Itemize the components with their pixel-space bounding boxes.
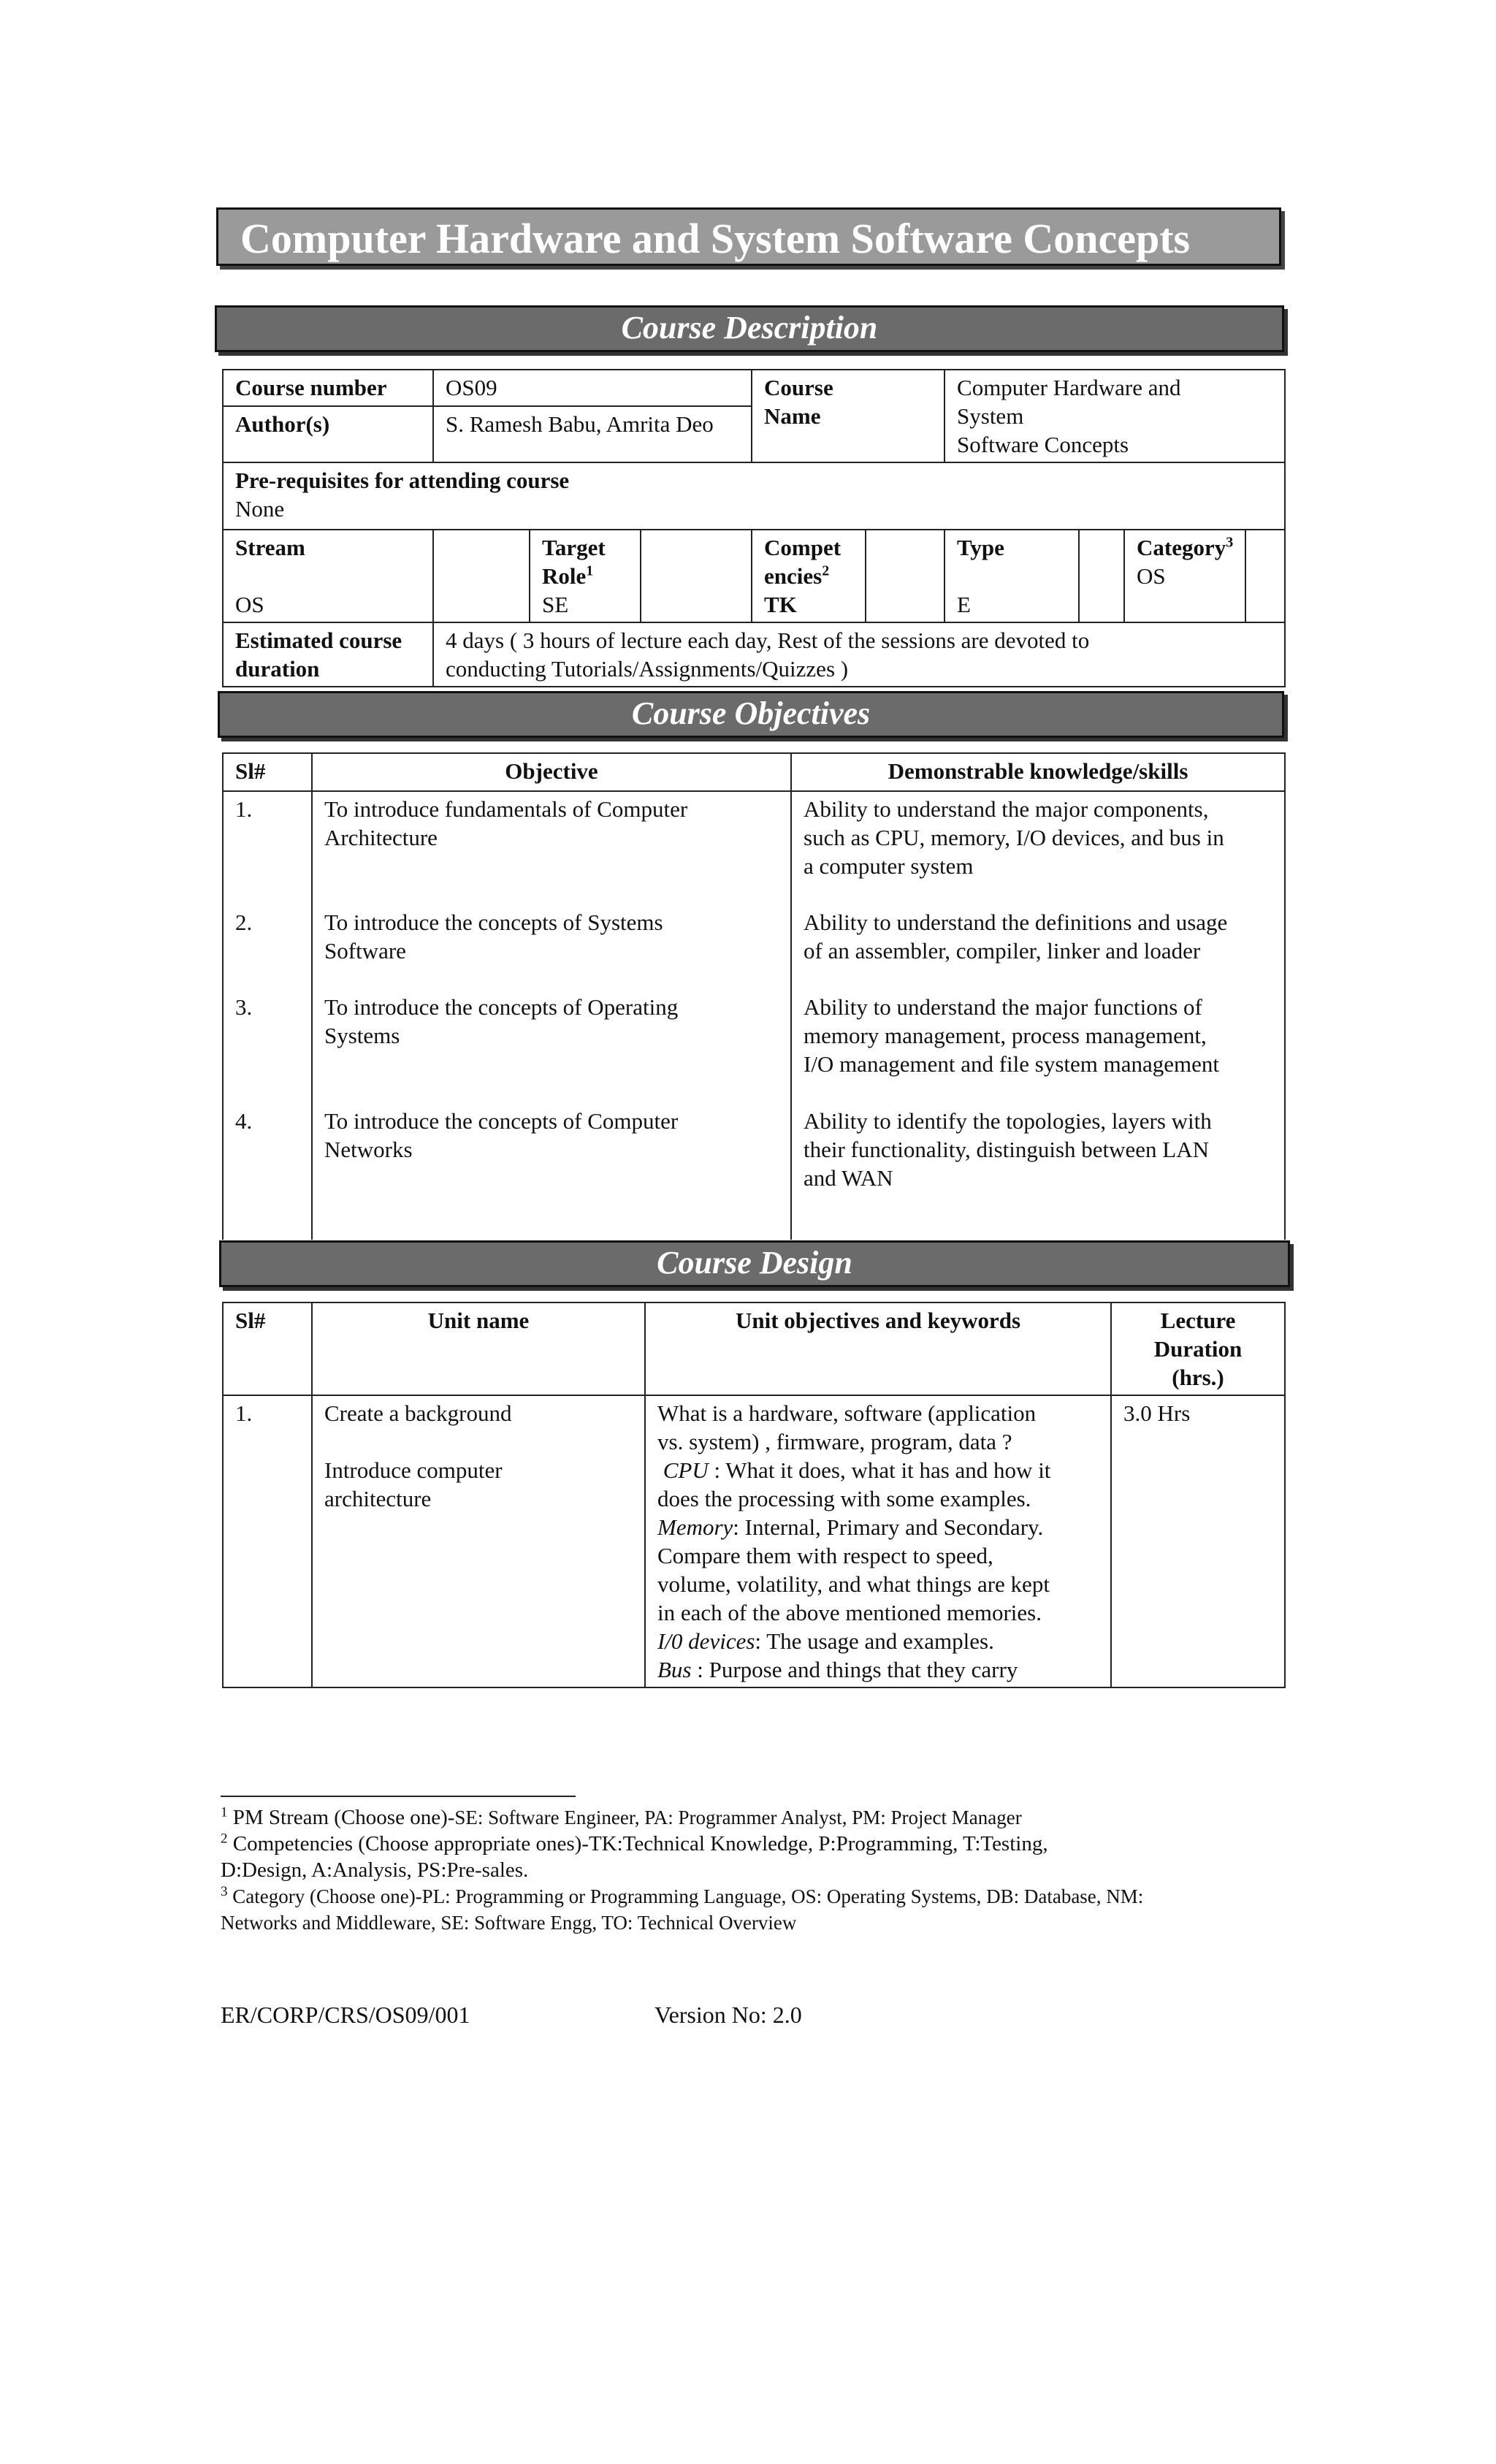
duration-value: 4 days ( 3 hours of lecture each day, Rest of the sessions are devoted to conducting Tutorials/Assignments/Quizzes ) bbox=[433, 622, 1285, 687]
stream-cell: Stream OS bbox=[223, 530, 433, 622]
prerequisites-value: None bbox=[235, 496, 285, 522]
course-objectives-table bbox=[222, 752, 1286, 1240]
design-header-unit: Unit name bbox=[312, 1302, 645, 1395]
competencies-value: TK bbox=[764, 592, 797, 617]
section-heading-design: Course Design bbox=[219, 1240, 1290, 1287]
prerequisites-cell bbox=[223, 462, 1285, 530]
table-row: 2. To introduce the concepts of Systems Software Ability to understand the definitions and usage of an assembler, compiler, linker and loader bbox=[223, 905, 1285, 990]
version-number: Version No: 2.0 bbox=[654, 2002, 802, 2028]
footnote-1: $^1$ PM Stream (Choose one)-SE: Software Engineer, PA: Programmer Analyst, PM: Project Manager bbox=[221, 1804, 1022, 1829]
duration-label: Estimated course duration bbox=[223, 622, 433, 687]
course-number-label: Course number bbox=[223, 370, 433, 406]
stream-value: OS bbox=[235, 592, 264, 617]
footnote-2: $^2$ Competencies (Choose appropriate ones)-TK:Technical Knowledge, P:Programming, T:Testing, bbox=[221, 1831, 1048, 1855]
objectives-header-objective: Objective bbox=[312, 753, 791, 791]
course-name-label: Course Name bbox=[752, 370, 944, 462]
footnotes: $^1$ PM Stream (Choose one)-SE: Software Engineer, PA: Programmer Analyst, PM: Project Manager $^2$ Competencies (Choose appropriate ones)-TK:Technical Knowledge, P:Programming, T:Testing, D:Design, A:Analysis, PS:Pre-sales. $^3$ Category (Choose one)-PL: Programming or Programming Language, OS: Operating Systems, DB: Database, NM: Networks and Middleware, SE: Software Engg, TO: Technical Overview bbox=[221, 1804, 1287, 1936]
objectives-header-skills: Demonstrable knowledge/skills bbox=[791, 753, 1285, 791]
page-title: Computer Hardware and System Software Concepts bbox=[240, 215, 1191, 262]
design-header-sl: Sl# bbox=[223, 1302, 312, 1395]
table-row: 3. To introduce the concepts of Operating Systems Ability to understand the major functions of memory management, process management, I/O management and file system management bbox=[223, 990, 1285, 1104]
document-id: ER/CORP/CRS/OS09/001 bbox=[221, 2002, 470, 2028]
table-row: 1. Create a background Introduce computer architecture What is a hardware, software (application vs. system) , firmware, program, data ? CPU : What it does, what it has and how it does the processing with some examples. Memory: Internal, Primary and Secondary. Compare them with respect to speed, volume, volatility, and what things are kept in each of the above mentioned memories. I/0 devices: The usage and examples. Bus : Purpose and things that they carry 3.0 Hrs bbox=[223, 1395, 1285, 1687]
table-row: 4. To introduce the concepts of Computer Networks Ability to identify the topologies, layers with their functionality, distinguish between LAN and WAN bbox=[223, 1104, 1285, 1240]
course-number-value: OS09 bbox=[433, 370, 752, 406]
unit-duration-cell: 3.0 Hrs bbox=[1111, 1395, 1285, 1687]
competencies-cell: Compet encies$^2$ TK bbox=[752, 530, 866, 622]
target-role-value: SE bbox=[542, 592, 569, 617]
unit-keywords-cell: What is a hardware, software (application vs. system) , firmware, program, data ? CPU : What it does, what it has and how it does the processing with some examples. Memory: Internal, Primary and Secondary. Compare them with respect to speed, volume, volatility, and what things are kept in each of the above mentioned memories. I/0 devices: The usage and examples. Bus : Purpose and things that they carry bbox=[645, 1395, 1111, 1687]
title-bar bbox=[216, 207, 1281, 266]
section-heading-description: Course Description bbox=[215, 305, 1284, 352]
footnote-3: $^3$ Category (Choose one)-PL: Programming or Programming Language, OS: Operating Systems, DB: Database, NM: bbox=[221, 1884, 1144, 1907]
course-design-table bbox=[222, 1302, 1286, 1688]
type-value: E bbox=[957, 592, 971, 617]
authors-value: S. Ramesh Babu, Amrita Deo bbox=[433, 406, 752, 462]
category-cell: Category$^3$ OS bbox=[1124, 530, 1245, 622]
prerequisites-label: Pre-requisites for attending course bbox=[235, 468, 570, 493]
authors-label: Author(s) bbox=[223, 406, 433, 462]
footnote-separator bbox=[221, 1796, 576, 1797]
section-heading-objectives: Course Objectives bbox=[218, 691, 1284, 738]
design-header-duration: Lecture Duration (hrs.) bbox=[1111, 1302, 1285, 1395]
course-description-table bbox=[222, 369, 1286, 687]
unit-name-cell: Create a background Introduce computer architecture bbox=[312, 1395, 645, 1687]
design-header-keywords: Unit objectives and keywords bbox=[645, 1302, 1111, 1395]
type-cell: Type E bbox=[944, 530, 1079, 622]
target-role-cell: Target Role$^1$ SE bbox=[530, 530, 641, 622]
course-name-value: Computer Hardware and System Software Concepts bbox=[944, 370, 1285, 462]
table-row: 1. To introduce fundamentals of Computer Architecture Ability to understand the major components, such as CPU, memory, I/O devices, and bus in a computer system bbox=[223, 791, 1285, 905]
objectives-header-sl: Sl# bbox=[223, 753, 312, 791]
category-value: OS bbox=[1137, 563, 1166, 589]
